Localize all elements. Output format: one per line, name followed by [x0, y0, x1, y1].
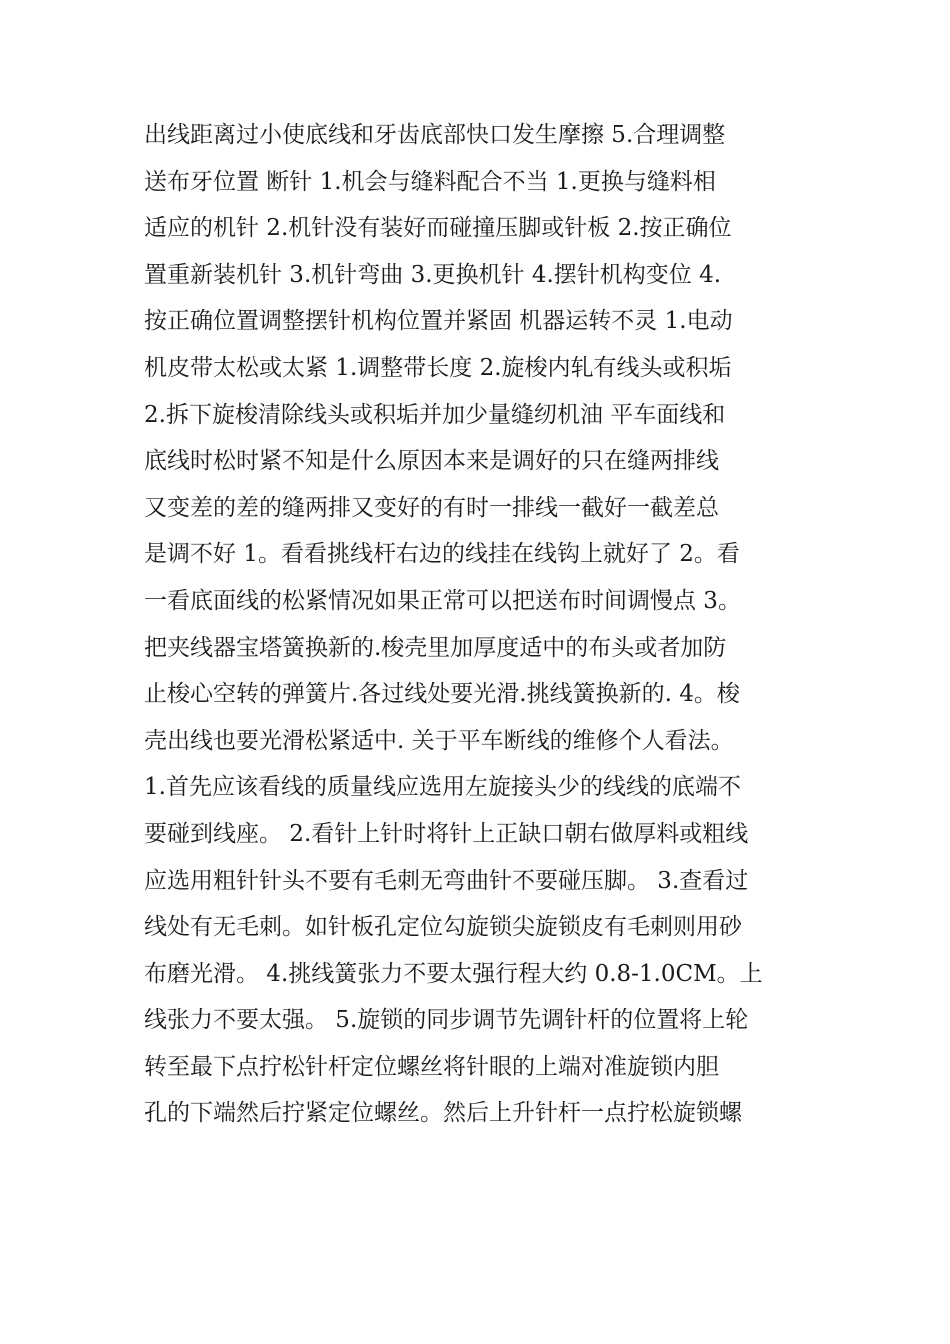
text-line: 置重新装机针 3.机针弯曲 3.更换机针 4.摆针机构变位 4.	[144, 261, 722, 288]
text-line: 应选用粗针针头不要有毛刺无弯曲针不要碰压脚。 3.查看过	[144, 867, 749, 894]
text-line: 出线距离过小使底线和牙齿底部快口发生摩擦 5.合理调整	[144, 122, 726, 148]
text-line: 止梭心空转的弹簧片.各过线处要光滑.挑线簧换新的. 4。梭	[144, 681, 740, 708]
text-line: 1.首先应该看线的质量线应选用左旋接头少的线线的底端不	[144, 774, 741, 801]
text-line: 壳出线也要光滑松紧适中. 关于平车断线的维修个人看法。	[144, 727, 734, 754]
text-line: 转至最下点拧松针杆定位螺丝将针眼的上端对准旋锁内胆	[144, 1053, 719, 1080]
text-line: 又变差的差的缝两排又变好的有时一排线一截好一截差总	[144, 494, 719, 521]
text-line: 线张力不要太强。 5.旋锁的同步调节先调针杆的位置将上轮	[144, 1007, 749, 1034]
text-line: 适应的机针 2.机针没有装好而碰撞压脚或针板 2.按正确位	[144, 215, 732, 242]
text-line: 布磨光滑。 4.挑线簧张力不要太强行程大约 0.8-1.0CM。上	[144, 960, 763, 987]
text-line: 是调不好 1。看看挑线杆右边的线挂在线钩上就好了 2。看	[144, 541, 740, 568]
text-line: 一看底面线的松紧情况如果正常可以把送布时间调慢点 3。	[144, 587, 741, 614]
text-line: 要碰到线座。 2.看针上针时将针上正缺口朝右做厚料或粗线	[144, 820, 749, 847]
body-text	[144, 112, 814, 1137]
text-line: 孔的下端然后拧紧定位螺丝。然后上升针杆一点拧松旋锁螺	[144, 1100, 742, 1127]
text-line: 机皮带太松或太紧 1.调整带长度 2.旋梭内轧有线头或积垢	[144, 354, 732, 381]
text-line: 送布牙位置 断针 1.机会与缝料配合不当 1.更换与缝料相	[144, 168, 716, 195]
text-line: 2.拆下旋梭清除线头或积垢并加少量缝纫机油 平车面线和	[144, 401, 726, 428]
text-line: 底线时松时紧不知是什么原因本来是调好的只在缝两排线	[144, 448, 719, 475]
text-line: 把夹线器宝塔簧换新的.梭壳里加厚度适中的布头或者加防	[144, 634, 727, 661]
text-line: 按正确位置调整摆针机构位置并紧固 机器运转不灵 1.电动	[144, 308, 733, 335]
text-line: 线处有无毛刺。如针板孔定位勾旋锁尖旋锁皮有毛刺则用砂	[144, 914, 742, 941]
